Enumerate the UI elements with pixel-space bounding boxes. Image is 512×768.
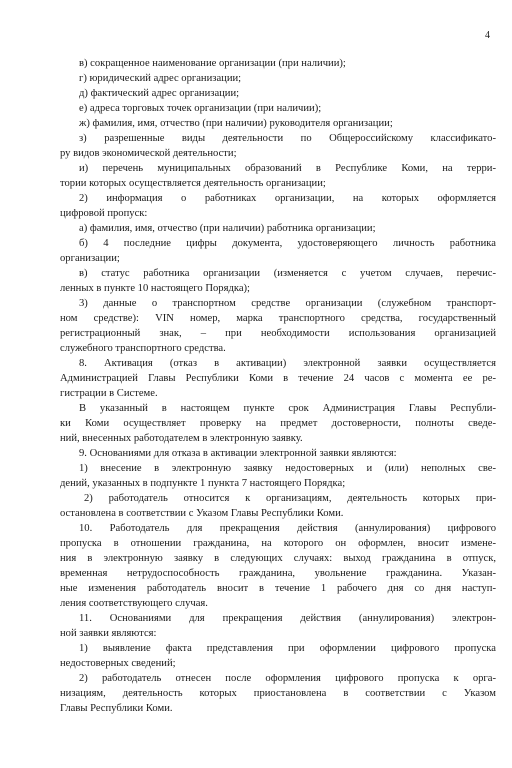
page-number: 4 (485, 30, 490, 41)
text-line: 2) работодатель относится к организациям, деятельность которых при- (84, 493, 496, 504)
text-line: остановлена в соответствии с Указом Главы Республики Коми. (60, 508, 344, 519)
text-line: 11. Основаниями для прекращения действия (аннулирования) электрон- (79, 613, 496, 624)
text-line: е) адреса торговых точек организации (при наличии); (79, 103, 322, 114)
text-line: 1) внесение в электронную заявку недостоверных и (или) неполных све- (79, 463, 496, 474)
text-line: 3) данные о транспортном средстве организации (служебном транспорт- (79, 298, 496, 309)
text-line: д) фактический адрес организации; (79, 88, 240, 99)
text-line: Главы Республики Коми. (60, 703, 173, 714)
text-line: 9. Основаниями для отказа в активации электронной заявки являются: (79, 448, 397, 459)
text-line: цифровой пропуск: (60, 208, 148, 219)
text-line: ной заявки являются: (60, 628, 157, 639)
text-line: пропуска в отношении гражданина, на которого он оформлен, вносит измене- (60, 538, 496, 549)
text-line: ж) фамилия, имя, отчество (при наличии) руководителя организации; (79, 118, 393, 129)
text-line: б) 4 последние цифры документа, удостоверяющего личность работника (79, 238, 496, 249)
text-line: ные изменения работодатель вносит в течение 1 рабочего дня со дня наступ- (60, 583, 496, 594)
document-body (60, 56, 496, 716)
text-line: временная нетрудоспособность гражданина, увольнение гражданина. Указан- (60, 568, 496, 579)
text-line: 1) выявление факта представления при оформлении цифрового пропуска (79, 643, 496, 654)
text-line: Администрацией Главы Республики Коми в течение 24 часов с момента ее ре- (60, 373, 496, 384)
text-line: низациям, деятельность которых приостановлена в соответствии с Указом (60, 688, 496, 699)
text-line: в) сокращенное наименование организации (при наличии); (79, 58, 346, 69)
text-line: гистрации в Системе. (60, 388, 158, 399)
text-line: а) фамилия, имя, отчество (при наличии) работника организации; (79, 223, 376, 234)
text-line: ления соответствующего случая. (60, 598, 208, 609)
text-line: ки Коми осуществляет проверку на предмет достоверности, полноты сведе- (60, 418, 496, 429)
text-line: ний, внесенных работодателем в электронную заявку. (60, 433, 303, 444)
text-line: ном средстве): VIN номер, марка транспортного средства, государственный (60, 313, 496, 324)
text-line: и) перечень муниципальных образований в Республике Коми, на терри- (79, 163, 496, 174)
text-line: 10. Работодатель для прекращения действия (аннулирования) цифрового (79, 523, 496, 534)
text-line: организации; (60, 253, 120, 264)
text-line: недостоверных сведений; (60, 658, 176, 669)
text-line: дений, указанных в подпункте 1 пункта 7 настоящего Порядка; (60, 478, 346, 489)
text-line: 8. Активация (отказ в активации) электронной заявки осуществляется (79, 358, 496, 369)
text-line: з) разрешенные виды деятельности по Общероссийскому классификато- (79, 133, 496, 144)
text-line: ния в электронную заявку в следующих случаях: выход гражданина в отпуск, (60, 553, 496, 564)
text-line: в) статус работника организации (изменяется с учетом случаев, перечис- (79, 268, 496, 279)
text-line: В указанный в настоящем пункте срок Администрация Главы Республи- (79, 403, 496, 414)
text-line: г) юридический адрес организации; (79, 73, 242, 84)
text-line: тории которых осуществляется деятельность организации; (60, 178, 326, 189)
text-line: служебного транспортного средства. (60, 343, 226, 354)
text-line: ру видов экономической деятельности; (60, 148, 237, 159)
text-line: 2) работодатель отнесен после оформления цифрового пропуска к орга- (79, 673, 496, 684)
text-line: 2) информация о работниках организации, на которых оформляется (79, 193, 496, 204)
text-line: регистрационный знак, – при необходимости использования организацией (60, 328, 496, 339)
text-line: ленных в пункте 10 настоящего Порядка); (60, 283, 250, 294)
